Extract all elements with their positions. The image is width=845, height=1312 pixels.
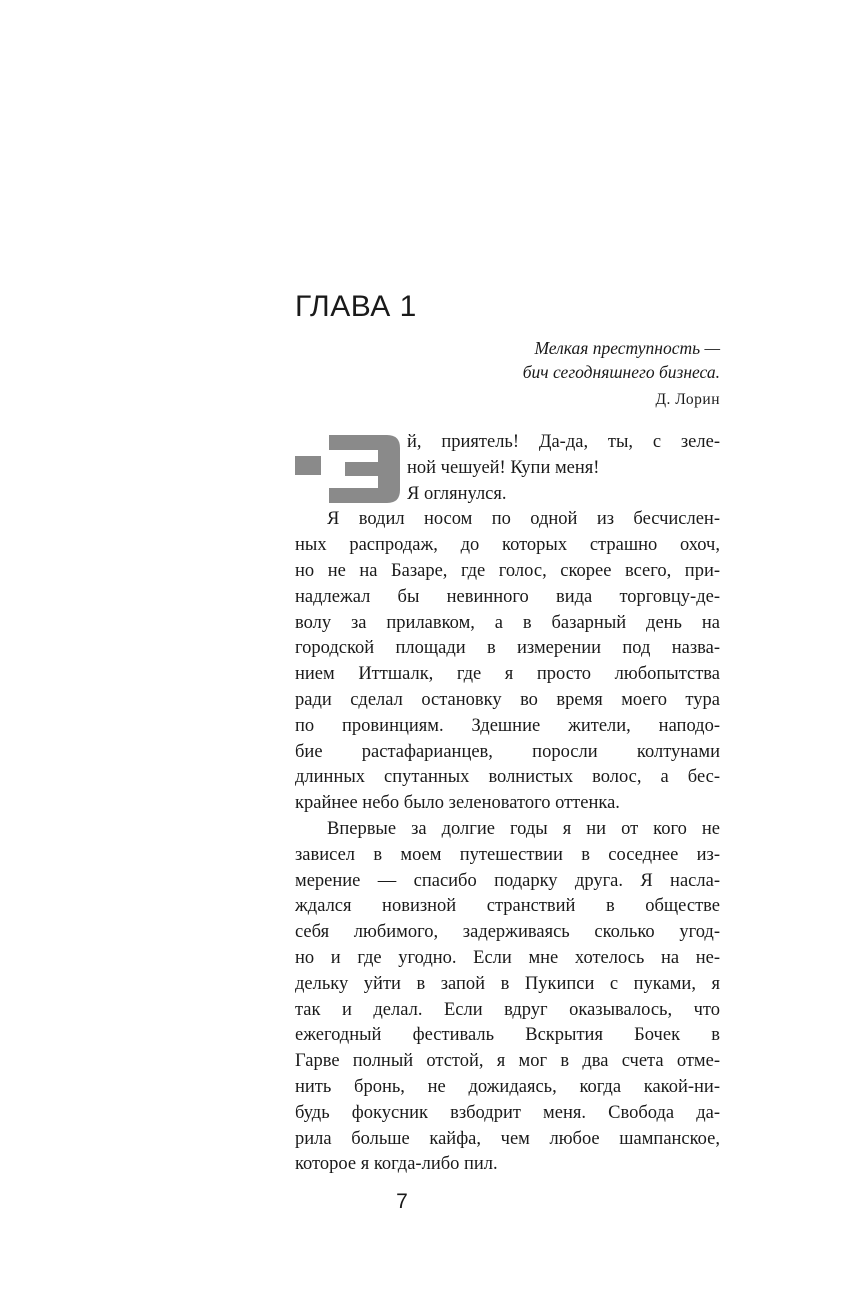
epigraph-line: бич сегодняшнего бизнеса. <box>522 362 720 382</box>
text-line: бие растафарианцев, поросли колтунами <box>295 741 720 762</box>
epigraph-author: Д. Лорин <box>655 391 720 408</box>
text-line: которое я когда-либо пил. <box>295 1154 498 1175</box>
text-line: зависел в моем путешествии в соседнее из- <box>295 844 720 865</box>
page-number: 7 <box>396 1190 408 1213</box>
text-line: Я водил носом по одной из бесчислен- <box>327 509 720 530</box>
text-line: но не на Базаре, где голос, скорее всего, при- <box>295 560 720 581</box>
text-line: рила больше кайфа, чем любое шампанское, <box>295 1128 720 1149</box>
epigraph-line: Мелкая преступность — <box>534 338 720 358</box>
text-line: дельку уйти в запой в Пукипси с пуками, я <box>295 973 720 994</box>
text-line: но и где угодно. Если мне хотелось на не- <box>295 947 720 968</box>
text-line: так и делал. Если вдруг оказывалось, что <box>295 999 720 1020</box>
text-line: Впервые за долгие годы я ни от кого не <box>327 818 720 839</box>
text-line: й, приятель! Да-да, ты, с зеле- <box>407 432 720 452</box>
text-line: по провинциям. Здешние жители, наподо- <box>295 715 720 736</box>
text-line: нить бронь, не дожидаясь, когда какой-ни- <box>295 1076 720 1097</box>
text-line: ради сделал остановку во время моего тура <box>295 689 720 710</box>
text-line: ждался новизной странствий в обществе <box>295 896 720 917</box>
text-line: длинных спутанных волнистых волос, а бес- <box>295 767 720 788</box>
epigraph <box>320 336 720 410</box>
text-line: Гарве полный отстой, я мог в два счета отме- <box>295 1051 720 1072</box>
text-line: городской площади в измерении под назва- <box>295 638 720 659</box>
text-line: волу за прилавком, а в базарный день на <box>295 612 720 633</box>
text-line: себя любимого, задерживаясь сколько угод- <box>295 922 720 943</box>
text-line: ной чешуей! Купи меня! <box>407 457 600 478</box>
text-line: ных распродаж, до которых страшно охоч, <box>295 535 720 556</box>
text-line: Я оглянулся. <box>407 483 507 504</box>
text-line: мерение — спасибо подарку друга. Я насла- <box>295 870 720 891</box>
text-line: ежегодный фестиваль Вскрытия Бочек в <box>295 1025 720 1046</box>
text-line: надлежал бы невинного вида торговцу-де- <box>295 586 720 607</box>
text-line: крайнее небо было зеленоватого оттенка. <box>295 793 620 814</box>
text-line: будь фокусник взбодрит меня. Свобода да- <box>295 1102 720 1123</box>
chapter-title: ГЛАВА 1 <box>295 290 417 323</box>
text-line: нием Иттшалк, где я просто любопытства <box>295 664 720 685</box>
main-text <box>295 430 720 1178</box>
